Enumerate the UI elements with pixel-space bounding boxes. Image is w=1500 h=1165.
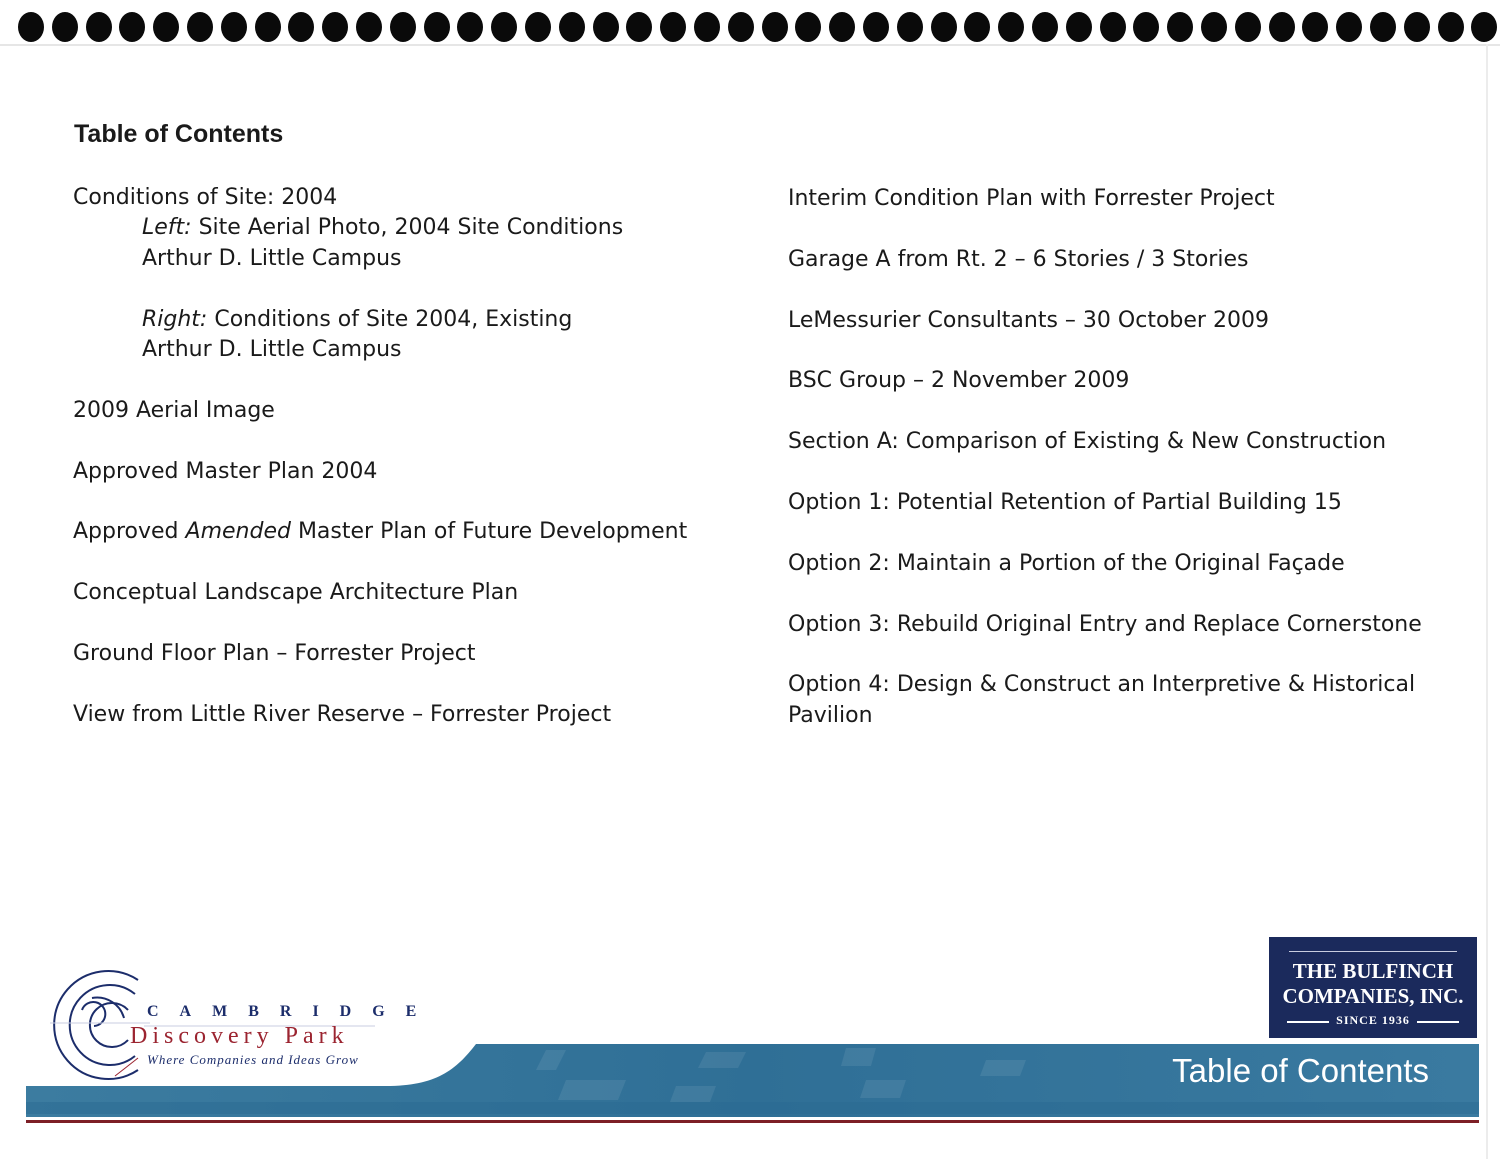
subentry-text: Site Aerial Photo, 2004 Site Conditions	[198, 215, 624, 241]
binding-hole	[1133, 12, 1159, 42]
logo-tagline: Where Companies and Ideas Grow	[147, 1052, 359, 1067]
toc-entry-ground-floor-plan: Ground Floor Plan – Forrester Project	[73, 641, 476, 666]
binding-hole	[1032, 12, 1058, 42]
footer-section-title: Table of Contents	[1172, 1052, 1429, 1089]
binding-hole	[356, 12, 382, 42]
binding-hole	[1404, 12, 1430, 42]
binding-hole	[1269, 12, 1295, 42]
footer-rule	[26, 1120, 1479, 1123]
entry-text: Approved	[73, 519, 186, 545]
toc-subentry-right	[73, 305, 753, 335]
binding-hole	[390, 12, 416, 42]
binding-hole	[1471, 12, 1497, 42]
binding-hole	[525, 12, 551, 42]
toc-entry-garage-a: Garage A from Rt. 2 – 6 Stories / 3 Stories	[788, 246, 1249, 272]
binding-hole	[964, 12, 990, 42]
entry-line1: Option 4: Design & Construct an Interpretive & Historical	[788, 672, 1416, 698]
toc-entry-master-plan: Approved Master Plan 2004	[73, 458, 378, 484]
binding-hole	[1438, 12, 1464, 42]
binding-hole	[863, 12, 889, 42]
bulfinch-companies-logo	[1269, 937, 1477, 1038]
subentry-text-line2: Arthur D. Little Campus	[142, 245, 402, 271]
binding-hole	[153, 12, 179, 42]
binding-hole	[1100, 12, 1126, 42]
binding-hole	[1336, 12, 1362, 42]
subentry-text-line2: Arthur D. Little Campus	[142, 337, 402, 363]
toc-entry-conditions-of-site	[73, 183, 753, 365]
subentry-label: Right:	[142, 306, 208, 332]
binding-hole	[660, 12, 686, 42]
binding-hole	[288, 12, 314, 42]
toc-entry-view-from-reserve: View from Little River Reserve – Forrester Project	[73, 701, 612, 727]
binding-hole	[1201, 12, 1227, 42]
toc-entry-option-1: Option 1: Potential Retention of Partial Building 15	[788, 489, 1342, 515]
binding-hole	[694, 12, 720, 42]
logo-wordmark-discovery-park: Discovery Park	[130, 1023, 349, 1049]
binding-hole	[931, 12, 957, 42]
toc-right-column	[788, 184, 1478, 762]
binding-hole	[829, 12, 855, 42]
subentry-text: Conditions of Site 2004, Existing	[214, 306, 573, 332]
binding-hole	[457, 12, 483, 42]
toc-entry-bsc-group: BSC Group – 2 November 2009	[788, 368, 1130, 394]
binding-hole	[52, 12, 78, 42]
toc-entry-lemessurier: LeMessurier Consultants – 30 October 2009	[788, 307, 1269, 333]
binding-hole	[86, 12, 112, 42]
binding-hole	[187, 12, 213, 42]
binding-hole	[119, 12, 145, 42]
toc-entry-option-3: Option 3: Rebuild Original Entry and Replace Cornerstone	[788, 611, 1422, 637]
spacer	[73, 274, 753, 304]
company-name-line2: COMPANIES, INC.	[1282, 984, 1464, 1008]
toc-entry-section-a: Section A: Comparison of Existing & New Construction	[788, 429, 1387, 455]
binding-hole	[18, 12, 44, 42]
binding-hole	[424, 12, 450, 42]
toc-left-column	[73, 183, 753, 761]
binding-hole	[998, 12, 1024, 42]
logo-dash-right	[1417, 1021, 1459, 1023]
binding-hole	[1235, 12, 1261, 42]
toc-subentry-left	[73, 213, 753, 243]
binding-hole	[626, 12, 652, 42]
logo-rule	[1289, 951, 1457, 952]
toc-entry-landscape-plan: Conceptual Landscape Architecture Plan	[73, 580, 519, 606]
binding-hole	[795, 12, 821, 42]
entry-text: Master Plan of Future Development	[290, 519, 688, 545]
binding-hole	[1066, 12, 1092, 42]
page-top-edge	[0, 44, 1500, 46]
toc-entry-option-2: Option 2: Maintain a Portion of the Original Façade	[788, 550, 1345, 576]
binding-hole	[559, 12, 585, 42]
company-since: SINCE 1936	[1336, 1013, 1410, 1027]
binding-hole	[1167, 12, 1193, 42]
binding-hole	[762, 12, 788, 42]
entry-italic-text: Amended	[185, 519, 291, 545]
logo-wordmark-cambridge: CAMBRIDGE	[147, 1003, 438, 1020]
toc-entry-title: Conditions of Site: 2004	[73, 185, 338, 210]
binding-hole	[1370, 12, 1396, 42]
binding-hole	[491, 12, 517, 42]
binding-hole	[255, 12, 281, 42]
subentry-label: Left:	[142, 215, 192, 241]
binding-hole	[593, 12, 619, 42]
company-name-line1: THE BULFINCH	[1292, 959, 1454, 983]
binding-hole	[897, 12, 923, 42]
page-right-edge	[1486, 44, 1488, 1159]
binding-hole	[221, 12, 247, 42]
toc-entry-amended-master-plan	[73, 517, 753, 547]
toc-entry-interim-plan: Interim Condition Plan with Forrester Project	[788, 186, 1275, 211]
page-title: Table of Contents	[74, 120, 284, 148]
binding-hole	[728, 12, 754, 42]
toc-entry-option-4	[788, 670, 1478, 731]
binding-hole	[1302, 12, 1328, 42]
toc-entry-aerial-image: 2009 Aerial Image	[73, 397, 275, 423]
binding-hole	[322, 12, 348, 42]
entry-line2: Pavilion	[788, 702, 873, 728]
